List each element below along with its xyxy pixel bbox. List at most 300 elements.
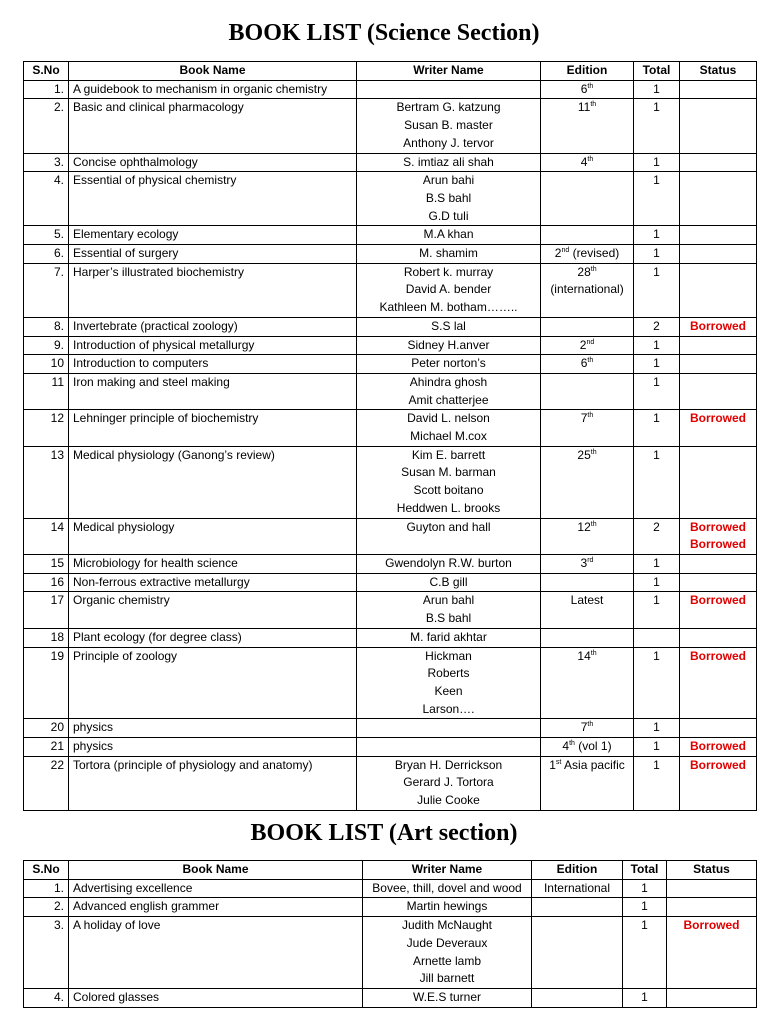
cell-book-name: Iron making and steel making [69, 373, 357, 409]
cell-sno: 3. [24, 917, 69, 989]
table-header-row [24, 861, 757, 880]
cell-sno: 4. [24, 988, 69, 1007]
writer-line: Arnette lamb [412, 953, 482, 968]
cell-book-name: Introduction of physical metallurgy [69, 336, 357, 355]
cell-edition [541, 592, 634, 628]
cell-edition [532, 988, 623, 1007]
writer-line: B.S bahl [425, 611, 472, 626]
cell-writer-name [357, 446, 541, 518]
writer-line: Arun bahi [422, 173, 475, 188]
writer-line: David L. nelson [407, 411, 490, 426]
cell-edition [541, 172, 634, 226]
table-row [24, 410, 757, 446]
status-badge [680, 80, 757, 99]
table-row [24, 988, 757, 1007]
edition-line: International [543, 880, 611, 895]
writer-line: Jude Deveraux [406, 935, 488, 950]
cell-sno: 12 [24, 410, 69, 446]
status-line [684, 719, 752, 737]
edition-line: 11th [577, 100, 597, 115]
table-row [24, 245, 757, 264]
cell-writer-name [357, 99, 541, 153]
cell-edition [532, 917, 623, 989]
status-line [684, 226, 752, 244]
cell-edition [541, 446, 634, 518]
cell-total: 1 [634, 446, 680, 518]
edition-line: 7th [580, 720, 594, 735]
cell-edition [541, 373, 634, 409]
writer-line: Ahindra ghosh [409, 374, 488, 389]
col-header-writer-name: Writer Name [357, 62, 541, 81]
writer-line: M. farid akhtar [410, 629, 487, 644]
edition-suffix: th [587, 412, 594, 420]
edition-line: (international) [550, 282, 624, 297]
cell-sno: 5. [24, 226, 69, 245]
cell-edition [541, 99, 634, 153]
cell-book-name: Tortora (principle of physiology and anatomy) [69, 756, 357, 810]
cell-edition [541, 554, 634, 573]
writer-line: Gerard J. Tortora [403, 775, 494, 790]
status-line: Borrowed [683, 918, 740, 933]
writer-line: Heddwen L. brooks [396, 500, 501, 515]
writer-line: David A. bender [405, 282, 492, 297]
writer-line: Kathleen M. botham…….. [379, 300, 518, 315]
edition-suffix: th [590, 520, 597, 528]
cell-writer-name [357, 355, 541, 374]
edition-line: Latest [570, 593, 604, 608]
edition-line [545, 226, 629, 244]
table-row [24, 355, 757, 374]
status-line [684, 355, 752, 373]
art-book-table [23, 860, 757, 1008]
cell-sno: 17 [24, 592, 69, 628]
cell-sno: 1. [24, 80, 69, 99]
writer-line: Bryan H. Derrickson [394, 757, 503, 772]
writer-line [361, 738, 536, 756]
table-row [24, 336, 757, 355]
edition-line: 4th (vol 1) [562, 739, 612, 754]
status-line: Borrowed [689, 648, 746, 663]
col-header-book-name: Book Name [69, 62, 357, 81]
status-badge [680, 172, 757, 226]
cell-writer-name [357, 410, 541, 446]
writer-line: Keen [434, 683, 463, 698]
col-header-edition: Edition [532, 861, 623, 880]
writer-line: S.S lal [431, 318, 466, 333]
cell-writer-name [363, 879, 532, 898]
col-header-sno: S.No [24, 861, 69, 880]
edition-line: 6th [580, 81, 594, 96]
cell-book-name: physics [69, 738, 357, 757]
cell-total: 1 [634, 592, 680, 628]
cell-total: 1 [634, 245, 680, 264]
science-book-table [23, 61, 757, 811]
cell-edition [541, 355, 634, 374]
table-header-row [24, 62, 757, 81]
edition-line: 25th [577, 447, 597, 462]
cell-edition [541, 80, 634, 99]
cell-sno: 1. [24, 879, 69, 898]
edition-line: 6th [580, 356, 594, 371]
cell-edition [532, 879, 623, 898]
status-line [684, 99, 752, 117]
table-row [24, 518, 757, 554]
status-badge [667, 879, 757, 898]
cell-total: 1 [634, 99, 680, 153]
status-badge [667, 917, 757, 989]
status-badge [667, 988, 757, 1007]
cell-total: 1 [634, 263, 680, 317]
cell-writer-name [357, 554, 541, 573]
edition-line: 28th [577, 264, 597, 279]
cell-writer-name [357, 373, 541, 409]
cell-edition [541, 573, 634, 592]
writer-line: Jill barnett [419, 971, 475, 986]
edition-line [545, 172, 629, 190]
table-row [24, 879, 757, 898]
cell-book-name: Lehninger principle of biochemistry [69, 410, 357, 446]
cell-book-name: Plant ecology (for degree class) [69, 628, 357, 647]
writer-line: Martin hewings [406, 899, 488, 914]
status-badge [680, 573, 757, 592]
writer-line: Amit chatterjee [408, 392, 489, 407]
status-line: Borrowed [689, 411, 746, 426]
cell-book-name: Organic chemistry [69, 592, 357, 628]
cell-writer-name [363, 988, 532, 1007]
cell-sno: 4. [24, 172, 69, 226]
edition-suffix: nd [586, 338, 595, 346]
writer-line: Susan B. master [404, 118, 493, 133]
edition-suffix: th [587, 357, 594, 365]
writer-line: Gwendolyn R.W. burton [385, 555, 512, 570]
col-header-book-name: Book Name [69, 861, 363, 880]
edition-line: 7th [580, 411, 594, 426]
cell-edition [541, 756, 634, 810]
cell-book-name: Medical physiology [69, 518, 357, 554]
writer-line: Bovee, thill, dovel and wood [372, 880, 522, 895]
status-badge [680, 738, 757, 757]
cell-book-name: Elementary ecology [69, 226, 357, 245]
status-badge [680, 226, 757, 245]
col-header-status: Status [667, 861, 757, 880]
cell-edition [532, 898, 623, 917]
cell-writer-name [357, 647, 541, 719]
cell-book-name: Concise ophthalmology [69, 153, 357, 172]
cell-total: 1 [623, 879, 667, 898]
writer-line: S. imtiaz ali shah [403, 154, 494, 169]
table-row [24, 647, 757, 719]
edition-line [545, 629, 629, 647]
cell-book-name: physics [69, 719, 357, 738]
writer-line: Anthony J. tervor [403, 135, 494, 150]
cell-book-name: Essential of physical chemistry [69, 172, 357, 226]
cell-sno: 14 [24, 518, 69, 554]
status-line [671, 898, 752, 916]
edition-suffix: th [587, 155, 594, 163]
edition-line [545, 318, 629, 336]
cell-writer-name [357, 518, 541, 554]
table-row [24, 738, 757, 757]
cell-total: 1 [634, 756, 680, 810]
edition-suffix: th [587, 82, 594, 90]
table-row [24, 99, 757, 153]
cell-total: 1 [634, 80, 680, 99]
edition-line [536, 917, 618, 935]
cell-writer-name [363, 898, 532, 917]
edition-line: 1st Asia pacific [549, 757, 625, 772]
writer-line: Arun bahl [422, 593, 475, 608]
status-line [671, 880, 752, 898]
status-badge [680, 245, 757, 264]
status-badge [667, 898, 757, 917]
table-row [24, 153, 757, 172]
cell-total: 1 [634, 373, 680, 409]
edition-suffix: nd [561, 247, 570, 255]
edition-line: 2nd (revised) [554, 246, 620, 261]
cell-sno: 13 [24, 446, 69, 518]
cell-book-name: Basic and clinical pharmacology [69, 99, 357, 153]
writer-line [361, 81, 536, 99]
table-row [24, 317, 757, 336]
cell-edition [541, 719, 634, 738]
status-line: Borrowed [689, 739, 746, 754]
status-badge [680, 446, 757, 518]
writer-line: G.D tuli [428, 208, 469, 223]
cell-writer-name [357, 756, 541, 810]
cell-sno: 9. [24, 336, 69, 355]
writer-line: Guyton and hall [406, 519, 491, 534]
col-header-edition: Edition [541, 62, 634, 81]
status-badge [680, 719, 757, 738]
edition-line: 14th [577, 648, 597, 663]
writer-line: Scott boitano [413, 483, 484, 498]
cell-writer-name [357, 245, 541, 264]
cell-sno: 18 [24, 628, 69, 647]
status-badge [680, 554, 757, 573]
edition-suffix: rd [587, 556, 594, 564]
cell-writer-name [357, 226, 541, 245]
cell-edition [541, 518, 634, 554]
cell-writer-name [357, 336, 541, 355]
cell-sno: 16 [24, 573, 69, 592]
edition-line [545, 574, 629, 592]
cell-edition [541, 738, 634, 757]
status-line [684, 374, 752, 392]
cell-total: 2 [634, 518, 680, 554]
cell-total: 1 [623, 898, 667, 917]
edition-suffix: st [555, 758, 562, 766]
col-header-status: Status [680, 62, 757, 81]
cell-writer-name [357, 573, 541, 592]
cell-book-name: Medical physiology (Ganong’s review) [69, 446, 357, 518]
cell-writer-name [357, 738, 541, 757]
cell-book-name: Invertebrate (practical zoology) [69, 317, 357, 336]
table-row [24, 917, 757, 989]
edition-line [545, 374, 629, 392]
science-section-title: BOOK LIST (Science Section) [228, 20, 540, 46]
cell-total: 1 [634, 738, 680, 757]
cell-sno: 10 [24, 355, 69, 374]
cell-edition [541, 647, 634, 719]
status-badge [680, 355, 757, 374]
status-line [684, 555, 752, 573]
status-line [671, 989, 752, 1007]
writer-line: Bertram G. katzung [396, 100, 501, 115]
cell-total: 1 [623, 988, 667, 1007]
writer-line: Robert k. murray [403, 264, 494, 279]
status-line [684, 574, 752, 592]
cell-book-name: Advertising excellence [69, 879, 363, 898]
cell-book-name: A guidebook to mechanism in organic chemistry [69, 80, 357, 99]
status-line: Borrowed [689, 519, 746, 534]
table-row [24, 263, 757, 317]
writer-line: M. shamim [419, 246, 478, 261]
writer-line: Roberts [427, 666, 470, 681]
status-badge [680, 317, 757, 336]
writer-line [361, 719, 536, 737]
cell-total: 1 [634, 336, 680, 355]
cell-book-name: A holiday of love [69, 917, 363, 989]
cell-writer-name [357, 628, 541, 647]
cell-edition [541, 336, 634, 355]
status-badge [680, 410, 757, 446]
cell-total: 1 [634, 647, 680, 719]
table-row [24, 573, 757, 592]
cell-writer-name [357, 719, 541, 738]
col-header-total: Total [634, 62, 680, 81]
cell-total: 1 [634, 226, 680, 245]
cell-edition [541, 153, 634, 172]
col-header-sno: S.No [24, 62, 69, 81]
writer-line: Julie Cooke [417, 793, 480, 808]
edition-line [536, 989, 618, 1007]
status-line [684, 172, 752, 190]
cell-sno: 22 [24, 756, 69, 810]
table-row [24, 719, 757, 738]
cell-sno: 7. [24, 263, 69, 317]
status-line [684, 81, 752, 99]
table-row [24, 446, 757, 518]
status-line [684, 629, 752, 647]
table-row [24, 80, 757, 99]
table-row [24, 373, 757, 409]
cell-total: 1 [634, 410, 680, 446]
cell-edition [541, 226, 634, 245]
cell-total: 1 [634, 355, 680, 374]
writer-line: Kim E. barrett [411, 447, 486, 462]
writer-line: B.S bahl [425, 190, 472, 205]
status-line: Borrowed [689, 757, 746, 772]
edition-line: 2nd [579, 337, 595, 352]
edition-suffix: th [590, 649, 597, 657]
writer-line: M.A khan [423, 227, 474, 242]
writer-line: Susan M. barman [401, 465, 496, 480]
edition-suffix: th [590, 448, 597, 456]
cell-book-name: Colored glasses [69, 988, 363, 1007]
science-table-body [24, 80, 757, 810]
status-badge [680, 263, 757, 317]
cell-total: 1 [634, 573, 680, 592]
cell-total: 1 [634, 719, 680, 738]
edition-line: 3rd [580, 555, 594, 570]
writer-line: Hickman [425, 648, 472, 663]
cell-sno: 3. [24, 153, 69, 172]
cell-edition [541, 317, 634, 336]
cell-writer-name [357, 172, 541, 226]
cell-book-name: Introduction to computers [69, 355, 357, 374]
status-badge [680, 628, 757, 647]
table-row [24, 226, 757, 245]
cell-book-name: Non-ferrous extractive metallurgy [69, 573, 357, 592]
cell-edition [541, 410, 634, 446]
status-line [684, 337, 752, 355]
status-badge [680, 153, 757, 172]
table-row [24, 628, 757, 647]
cell-writer-name [357, 317, 541, 336]
cell-book-name: Essential of surgery [69, 245, 357, 264]
cell-edition [541, 628, 634, 647]
table-row [24, 898, 757, 917]
cell-total: 1 [634, 172, 680, 226]
cell-book-name: Advanced english grammer [69, 898, 363, 917]
cell-total [634, 628, 680, 647]
edition-suffix: th [587, 721, 594, 729]
table-row [24, 756, 757, 810]
cell-writer-name [357, 263, 541, 317]
edition-suffix: th [590, 265, 597, 273]
cell-book-name: Principle of zoology [69, 647, 357, 719]
cell-writer-name [363, 917, 532, 989]
status-line: Borrowed [689, 593, 746, 608]
edition-suffix: th [569, 740, 575, 748]
edition-line: 12th [577, 519, 597, 534]
cell-total: 1 [634, 554, 680, 573]
writer-line: W.E.S turner [412, 989, 482, 1004]
status-line [684, 245, 752, 263]
writer-line: Sidney H.anver [407, 337, 490, 352]
col-header-writer-name: Writer Name [363, 861, 532, 880]
writer-line: Judith McNaught [401, 918, 493, 933]
cell-book-name: Harper’s illustrated biochemistry [69, 263, 357, 317]
status-badge [680, 518, 757, 554]
writer-line: C.B gill [429, 574, 468, 589]
writer-line: Larson…. [422, 701, 475, 716]
table-row [24, 554, 757, 573]
cell-total: 1 [623, 917, 667, 989]
status-line: Borrowed [689, 318, 746, 333]
edition-line: 4th [580, 154, 594, 169]
table-row [24, 172, 757, 226]
col-header-total: Total [623, 861, 667, 880]
writer-line: Peter norton’s [411, 356, 486, 371]
cell-sno: 20 [24, 719, 69, 738]
cell-sno: 8. [24, 317, 69, 336]
cell-edition [541, 245, 634, 264]
cell-sno: 19 [24, 647, 69, 719]
status-badge [680, 592, 757, 628]
status-badge [680, 373, 757, 409]
cell-writer-name [357, 80, 541, 99]
status-line: Borrowed [689, 537, 746, 552]
cell-sno: 11 [24, 373, 69, 409]
art-section-title: BOOK LIST (Art section) [250, 820, 518, 846]
cell-total: 2 [634, 317, 680, 336]
cell-writer-name [357, 592, 541, 628]
table-row [24, 592, 757, 628]
edition-suffix: th [590, 101, 597, 109]
cell-sno: 6. [24, 245, 69, 264]
writer-line: Michael M.cox [410, 429, 487, 444]
